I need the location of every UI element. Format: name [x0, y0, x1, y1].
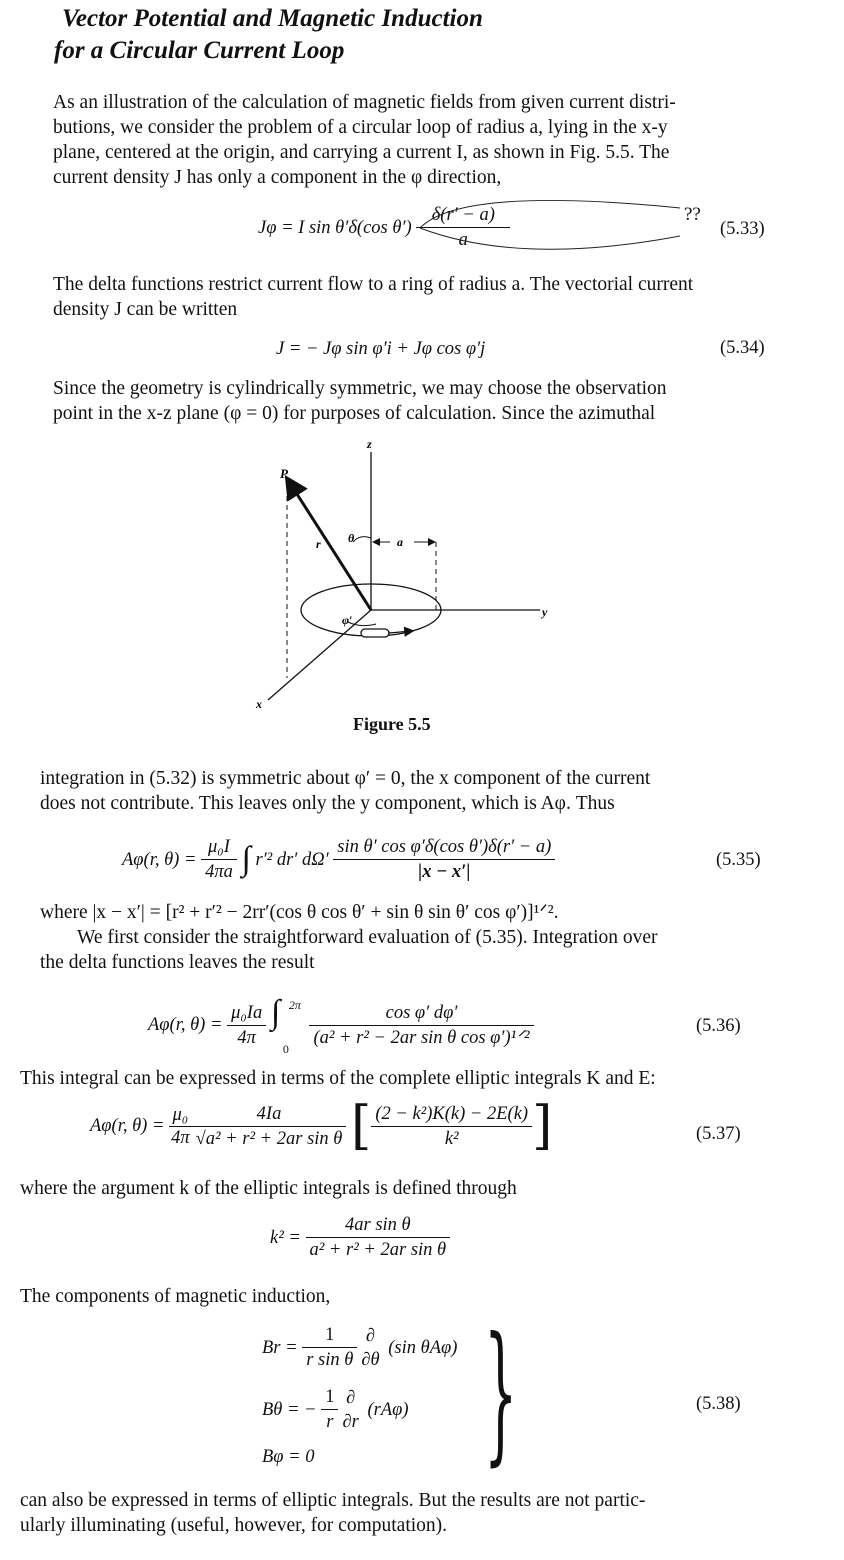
eq-coefficient — [169, 1104, 192, 1149]
equation-number: (5.34) — [720, 338, 765, 358]
eq-fraction — [333, 836, 555, 883]
figure-caption: Figure 5.5 — [353, 714, 431, 734]
text-line: density J can be written — [53, 299, 238, 320]
eq-lhs: Aφ(r, θ) = — [122, 849, 197, 870]
r-vector — [288, 480, 371, 610]
eq-lhs: Br = — [262, 1337, 298, 1358]
equation-5-38-btheta — [262, 1386, 409, 1433]
eq-coefficient — [201, 836, 237, 883]
eq-denominator: 4π — [171, 1127, 190, 1148]
text-line: where the argument k of the elliptic integrals is defined through — [20, 1178, 517, 1199]
page-title-line1: Vector Potential and Magnetic Induction — [62, 5, 483, 32]
phi-label: φ′ — [342, 613, 353, 627]
eq-denominator: r sin θ — [306, 1350, 354, 1370]
equation-number: (5.36) — [696, 1016, 741, 1036]
paragraph-2 — [53, 272, 693, 322]
annotation-question-marks: ?? — [684, 204, 701, 225]
text-line: This integral can be expressed in terms of the complete elliptic integrals K and E: — [20, 1068, 656, 1089]
right-brace: } — [484, 1306, 518, 1480]
z-axis-label: z — [367, 438, 372, 451]
paragraph-3 — [53, 376, 667, 426]
eq-denominator: √a² + r² + 2ar sin θ — [195, 1128, 343, 1149]
eq-lhs: Aφ(r, θ) = — [148, 1015, 223, 1035]
text-line: integration in (5.32) is symmetric about φ′ = 0, the x component of the current — [40, 768, 651, 789]
eq-fraction — [192, 1103, 347, 1150]
eq-denominator: 4π — [237, 1027, 256, 1048]
eq-lhs: Bθ = − — [262, 1399, 317, 1420]
paragraph-5 — [40, 900, 658, 975]
equation-number: (5.38) — [696, 1394, 741, 1414]
text-line: point in the x-z plane (φ = 0) for purposes of calculation. Since the azimuthal — [53, 403, 656, 424]
theta-label: θ — [348, 531, 355, 545]
eq-denominator: r — [326, 1412, 334, 1432]
text-line: Since the geometry is cylindrically symmetric, we may choose the observation — [53, 378, 667, 399]
eq-bracket-fraction — [371, 1103, 532, 1150]
lower-limit: 0 — [282, 1042, 289, 1056]
eq-measure: r′² dr′ dΩ′ — [255, 849, 329, 870]
page-title-line2: for a Circular Current Loop — [54, 37, 345, 64]
eq-fraction — [321, 1386, 338, 1433]
eq-fraction — [306, 1214, 451, 1261]
eq-term: (sin θAφ) — [388, 1337, 458, 1358]
definite-integral — [270, 994, 305, 1056]
eq-derivative — [338, 1387, 362, 1433]
eq-numerator: 4ar sin θ — [306, 1214, 451, 1238]
eq-numerator: μ₀ — [169, 1104, 192, 1127]
point-P-label: P — [280, 466, 288, 481]
equation-5-37 — [90, 1096, 553, 1156]
eq-numerator: (2 − k²)K(k) − 2E(k) — [371, 1103, 532, 1127]
eq-numerator: μ₀I — [201, 836, 237, 860]
text-line: ularly illuminating (useful, however, for computation). — [20, 1515, 448, 1536]
x-axis — [268, 610, 371, 700]
paragraph-9 — [20, 1488, 645, 1538]
text-line: plane, centered at the origin, and carrying a current I, as shown in Fig. 5.5. The — [53, 142, 670, 163]
equation-k-squared — [270, 1214, 450, 1261]
eq-denominator: 4πa — [205, 862, 233, 882]
paragraph-7 — [20, 1176, 517, 1201]
eq-numerator: ∂ — [346, 1387, 356, 1408]
theta-arc — [353, 537, 371, 542]
eq-lhs: k² = — [270, 1227, 301, 1248]
eq-numerator: ∂ — [365, 1325, 376, 1346]
r-label: r — [316, 537, 321, 551]
equation-number: (5.37) — [696, 1124, 741, 1144]
handwritten-annotation-arc — [400, 192, 700, 262]
eq-denominator: ∂θ — [361, 1349, 380, 1370]
paragraph-6 — [20, 1066, 656, 1091]
eq-denominator: a² + r² + 2ar sin θ — [309, 1240, 447, 1260]
current-element — [361, 629, 389, 637]
eq-numerator: 1 — [321, 1386, 338, 1410]
eq-denominator: |x − x′| — [418, 862, 471, 882]
text-line: can also be expressed in terms of elliptic integrals. But the results are not partic- — [20, 1490, 646, 1511]
integral-sign: ∫ — [270, 994, 281, 1031]
paragraph-4 — [40, 766, 650, 816]
eq-denominator: k² — [444, 1128, 459, 1149]
text-line: does not contribute. This leaves only the y component, which is Aφ. Thus — [40, 793, 615, 814]
paragraph-8 — [20, 1284, 330, 1309]
integral-sign: ∫ — [241, 840, 251, 878]
equation-5-34: J = − Jφ sin φ′i + Jφ cos φ′j — [276, 339, 486, 359]
eq-numerator: cos φ′ dφ′ — [309, 1002, 533, 1026]
text-line: current density J has only a component in the φ direction, — [53, 167, 502, 188]
eq-numerator: δ(r′ − a) — [416, 204, 510, 228]
eq-numerator: 4Ia — [192, 1103, 347, 1127]
text-line: We first consider the straightforward evaluation of (5.35). Integration over — [77, 927, 658, 948]
text-line: The components of magnetic induction, — [20, 1286, 331, 1307]
text-line: The delta functions restrict current flow to a ring of radius a. The vectorial current — [53, 274, 694, 295]
text-line: where |x − x′| = [r² + r′² − 2rr′(cos θ cos θ′ + sin θ sin θ′ cos φ′)]¹ᐟ². — [40, 902, 559, 923]
figure-5-5-diagram — [250, 438, 560, 710]
equation-5-38-bphi: Bφ = 0 — [262, 1447, 315, 1467]
x-axis-label: x — [256, 697, 262, 710]
eq-fraction — [309, 1002, 533, 1049]
equation-number: (5.35) — [716, 850, 761, 870]
eq-numerator: 1 — [302, 1324, 357, 1348]
eq-denominator: a — [458, 230, 468, 250]
eq-numerator: μ₀Ia — [227, 1002, 266, 1026]
paragraph-1 — [53, 90, 676, 190]
eq-denominator: (a² + r² − 2ar sin θ cos φ′)¹ᐟ² — [313, 1027, 530, 1048]
eq-term: (rAφ) — [367, 1399, 409, 1420]
equation-number: (5.33) — [720, 219, 765, 239]
equation-5-35 — [122, 836, 555, 883]
text-line: As an illustration of the calculation of magnetic fields from given current distri- — [53, 92, 676, 113]
upper-limit: 2π — [288, 998, 301, 1012]
text-line: butions, we consider the problem of a circular loop of radius a, lying in the x-y — [53, 117, 668, 138]
equation-5-38-br — [262, 1324, 457, 1371]
eq-numerator: sin θ′ cos φ′δ(cos θ′)δ(r′ − a) — [333, 836, 555, 860]
eq-fraction — [302, 1324, 357, 1371]
a-label: a — [397, 535, 403, 549]
eq-denominator: ∂r — [342, 1411, 359, 1432]
right-bracket: ] — [532, 1096, 553, 1156]
left-bracket: [ — [351, 1096, 372, 1156]
equation-5-36 — [148, 994, 534, 1056]
eq-lhs: Jφ = I sin θ′δ(cos θ′) — [258, 217, 412, 238]
eq-coefficient — [227, 1002, 266, 1049]
y-axis-label: y — [542, 605, 548, 619]
eq-lhs: Aφ(r, θ) = — [90, 1116, 165, 1136]
eq-derivative — [357, 1325, 383, 1371]
text-line: the delta functions leaves the result — [40, 952, 315, 973]
